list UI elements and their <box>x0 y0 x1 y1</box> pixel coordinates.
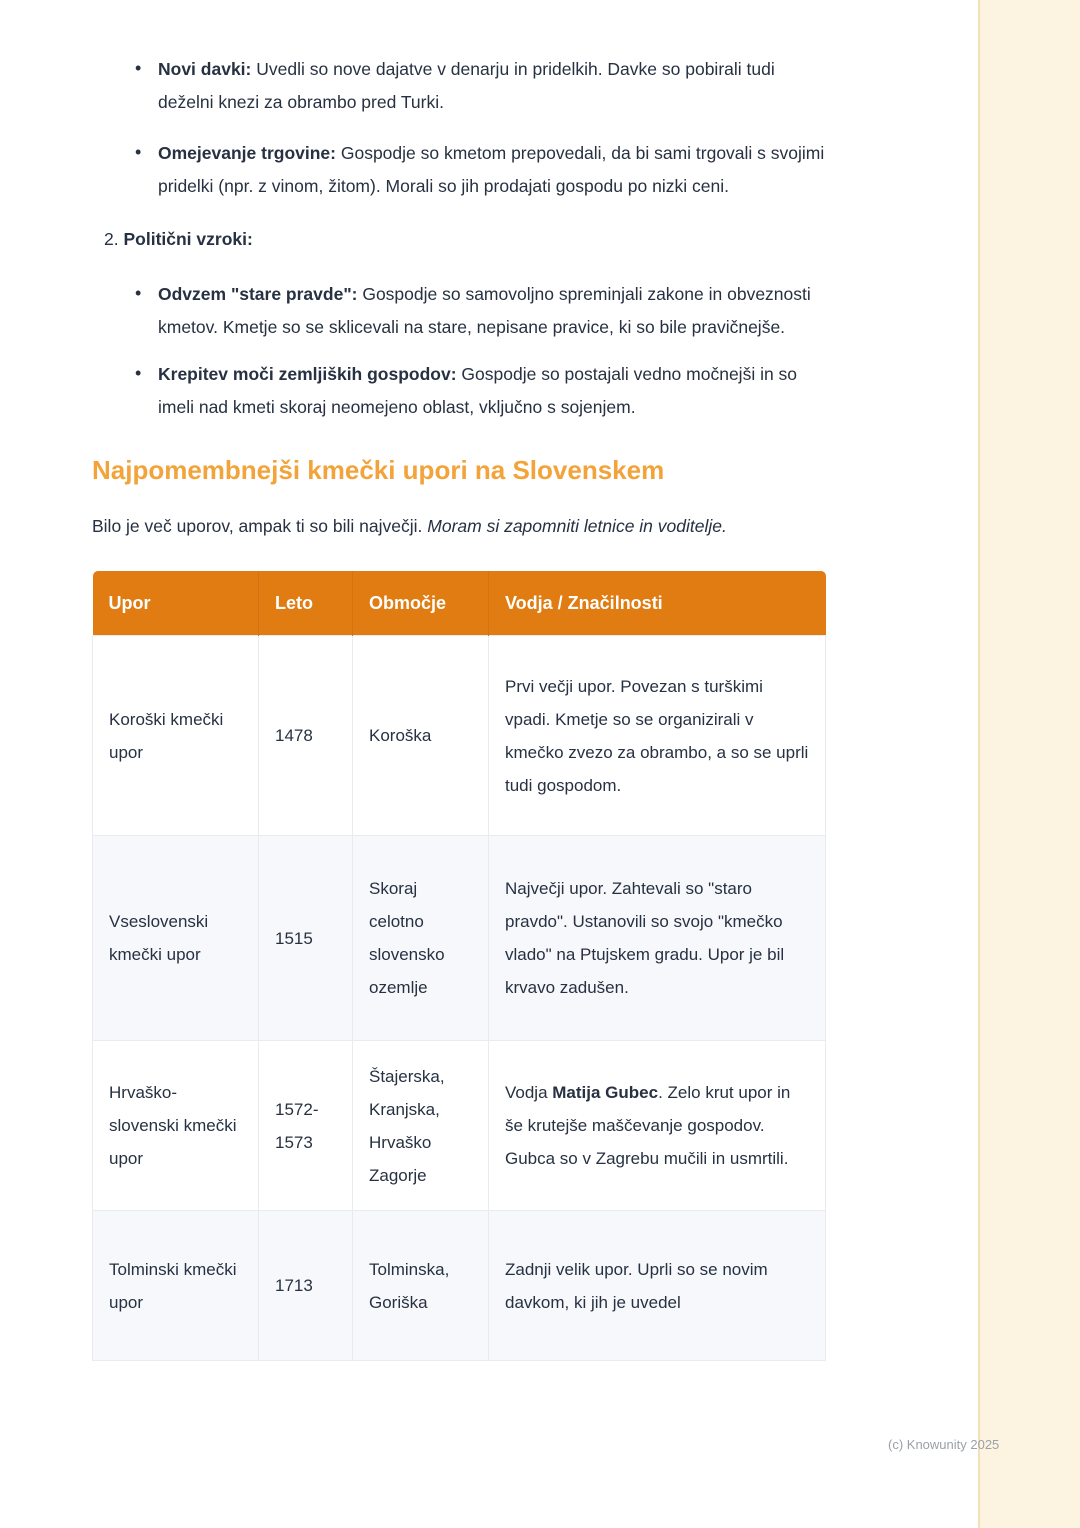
column-header-vodja: Vodja / Značilnosti <box>489 571 826 636</box>
table-row-hrvasko-slovenski <box>93 1041 826 1211</box>
vodja-rest: . Zelo krut upor in še krutejše maščevanje gospodov. Gubca so v Zagrebu mučili in usmrtili. <box>505 1083 791 1168</box>
cell-vodja: Prvi večji upor. Povezan s turškimi vpadi. Kmetje so se organizirali v kmečko zvezo za obrambo, a so se uprli tudi gospodom. <box>489 636 826 836</box>
table-row-vseslovenski <box>93 836 826 1041</box>
list-item-omejevanje-trgovine <box>92 137 825 203</box>
bullet-body: Gospodje so postajali vedno močnejši in so imeli nad kmeti skoraj neomejeno oblast, vključno s sojenjem. <box>158 364 798 417</box>
vodja-prefix: Vodja <box>505 1083 553 1102</box>
watermark: (c) Knowunity 2025 <box>888 1437 1000 1452</box>
vodja-name: Matija Gubec <box>552 1083 659 1102</box>
table-body <box>93 636 826 1361</box>
column-header-leto: Leto <box>259 571 353 636</box>
cell-leto: 1572-1573 <box>259 1041 353 1211</box>
bullet-label: Novi davki: <box>158 59 252 79</box>
numbered-heading-politicni-vzroki <box>92 223 825 256</box>
cell-leto: 1515 <box>259 836 353 1041</box>
table-row-tolminski <box>93 1211 826 1361</box>
bullet-content <box>158 59 775 112</box>
bullet-marker: • <box>135 283 142 303</box>
cell-leto: 1713 <box>259 1211 353 1361</box>
bullet-list-political <box>92 278 825 424</box>
item-label: Politični vzroki: <box>123 229 253 249</box>
column-header-obmocje: Območje <box>353 571 489 636</box>
bullet-content <box>158 364 797 417</box>
page-edge-stripe <box>978 0 1080 1528</box>
cell-obmocje: Tolminska, Goriška <box>353 1211 489 1361</box>
bullet-marker: • <box>135 142 142 162</box>
bullet-body: Gospodje so kmetom prepovedali, da bi sami trgovali s svojimi pridelki (npr. z vinom, žitom). Morali so jih prodajati gospodu po nizki ceni. <box>158 143 825 196</box>
list-item-odvzem-stare-pravde <box>92 278 825 344</box>
cell-vodja: Največji upor. Zahtevali so "staro pravdo". Ustanovili so svojo "kmečko vlado" na Ptujskem gradu. Upor je bil krvavo zadušen. <box>489 836 826 1041</box>
revolts-table <box>92 571 826 1361</box>
cell-obmocje: Štajerska, Kranjska, Hrvaško Zagorje <box>353 1041 489 1211</box>
cell-vodja: Zadnji velik upor. Uprli so se novim davkom, ki jih je uvedel <box>489 1211 826 1361</box>
bullet-label: Odvzem "stare pravde": <box>158 284 358 304</box>
cell-obmocje: Skoraj celotno slovensko ozemlje <box>353 836 489 1041</box>
intro-italic: Moram si zapomniti letnice in voditelje. <box>427 516 727 536</box>
cell-leto: 1478 <box>259 636 353 836</box>
bullet-body: Uvedli so nove dajatve v denarju in pridelkih. Davke so pobirali tudi deželni knezi za obrambo pred Turki. <box>158 59 775 112</box>
list-item-krepitev-moci <box>92 358 825 424</box>
bullet-content <box>158 284 811 337</box>
cell-upor: Vseslovenski kmečki upor <box>93 836 259 1041</box>
column-header-upor: Upor <box>93 571 259 636</box>
cell-obmocje: Koroška <box>353 636 489 836</box>
bullet-marker: • <box>135 363 142 383</box>
intro-paragraph <box>92 508 825 545</box>
bullet-content <box>158 143 824 196</box>
cell-upor: Koroški kmečki upor <box>93 636 259 836</box>
table-header <box>93 571 826 636</box>
bullet-label: Omejevanje trgovine: <box>158 143 336 163</box>
bullet-body: Gospodje so samovoljno spreminjali zakone in obveznosti kmetov. Kmetje so se sklicevali na stare, nepisane pravice, ki so bile pravičnejše. <box>158 284 811 337</box>
table-header-row <box>93 571 826 636</box>
list-item-novi-davki <box>92 53 825 119</box>
cell-upor: Hrvaško-slovenski kmečki upor <box>93 1041 259 1211</box>
bullet-label: Krepitev moči zemljiških gospodov: <box>158 364 457 384</box>
cell-upor: Tolminski kmečki upor <box>93 1211 259 1361</box>
bullet-list-economic <box>92 53 825 203</box>
page-content <box>92 0 825 1361</box>
section-heading: Najpomembnejši kmečki upori na Slovenskem <box>92 455 665 485</box>
cell-vodja <box>489 1041 826 1211</box>
intro-normal: Bilo je več uporov, ampak ti so bili največji. <box>92 516 423 536</box>
table-row-koroski <box>93 636 826 836</box>
bullet-marker: • <box>135 58 142 78</box>
item-number: 2. <box>104 229 119 249</box>
